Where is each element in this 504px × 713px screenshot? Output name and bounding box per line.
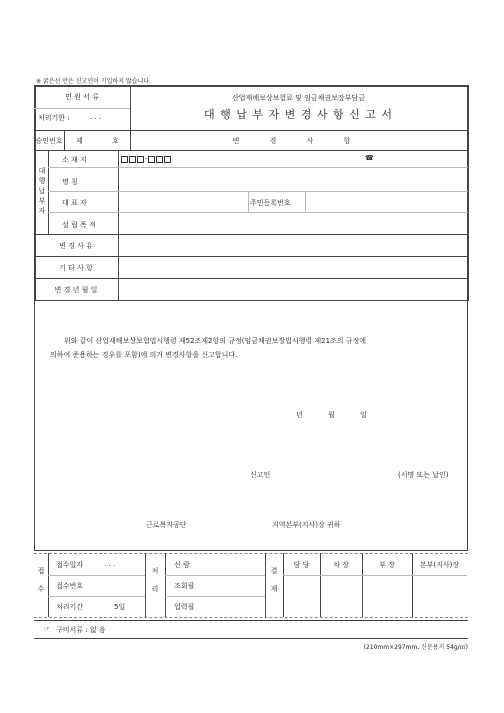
address-label: 소 재 지 xyxy=(62,156,87,164)
role-manager: 부 장 xyxy=(379,561,395,569)
paper-size-note: (210mm×297mm, 신문용지 54g/㎡) xyxy=(363,644,468,651)
processing-period-label: 처리기간 xyxy=(56,603,84,611)
resident-number-label: 주민등록번호 xyxy=(250,199,291,207)
declaration-line-2: 의하여 준용하는 경우를 포함)에 의거 변경사항을 신고합니다. xyxy=(50,351,238,359)
deadline-value: . . . xyxy=(90,113,102,121)
month-label: 월 xyxy=(328,411,335,419)
declaration-line-1: 위와 같이 산업재해보상보험법시행령 제52조제2항의 규정(임금채권보장법시행령 제21조의 규정에 xyxy=(64,337,367,345)
reason-label: 변 경 사 유 xyxy=(59,242,93,250)
number-prefix: 제 xyxy=(76,137,83,145)
receipt-number-label: 접수번호 xyxy=(56,582,84,590)
other-label: 기 타 사 항 xyxy=(59,264,93,272)
approval-side-label: 결 재 xyxy=(270,567,278,593)
lookup-label: 조회필 xyxy=(174,582,195,590)
purpose-label: 설 립 목 적 xyxy=(62,221,96,229)
input-label: 입력필 xyxy=(174,603,195,611)
name-label: 명 칭 xyxy=(62,178,78,186)
attachments-label: 구비서류 : 없 음 xyxy=(56,626,106,634)
receipt-date-label: 접수일자 xyxy=(56,561,84,569)
civil-docs-label: 민 원 서 류 xyxy=(65,93,99,101)
signature-label: (서명 또는 날인) xyxy=(398,471,449,479)
office-label: 지역본부(지사)장 귀하 xyxy=(272,521,341,529)
role-staff: 담 당 xyxy=(293,561,310,569)
address-postcode: - xyxy=(121,155,172,163)
receipt-side-label: 접 수 xyxy=(37,567,45,593)
representative-label: 대 표 자 xyxy=(62,199,87,207)
number-suffix: 호 xyxy=(112,137,119,145)
instruction-note: ※ 굵은선 안은 신고인이 기입하지 않습니다. xyxy=(36,78,152,85)
view-label: 선 람 xyxy=(174,561,190,569)
form-title: 대 행 납 부 자 변 경 사 항 신 고 서 xyxy=(204,108,393,121)
change-date-label: 변 경 년 월 일 xyxy=(54,286,98,294)
agent-side-label: 대 행 납 부 자 xyxy=(38,167,46,215)
receipt-date-value: . . . xyxy=(104,560,116,568)
deadline-label: 처리기한 : xyxy=(38,114,70,122)
processing-days-value: 5일 xyxy=(114,603,126,611)
year-label: 년 xyxy=(296,411,303,419)
role-branch-head: 본부(지사)장 xyxy=(419,561,460,569)
process-side-label: 처 리 xyxy=(151,567,159,593)
approval-label: 승인번호 xyxy=(35,137,63,145)
form-subtitle: 산업재해보상보험료 및 임금채권보장부담금 xyxy=(232,94,365,102)
pointing-hand-icon: ☞ xyxy=(44,625,51,633)
reporter-label: 신고인 xyxy=(250,471,271,479)
change-items-header: 변 경 사 항 xyxy=(232,137,365,145)
role-deputy: 차 장 xyxy=(333,561,349,569)
telephone-icon: ☎ xyxy=(365,154,374,162)
organization-label: 근로복지공단 xyxy=(146,521,187,529)
day-label: 일 xyxy=(360,411,367,419)
